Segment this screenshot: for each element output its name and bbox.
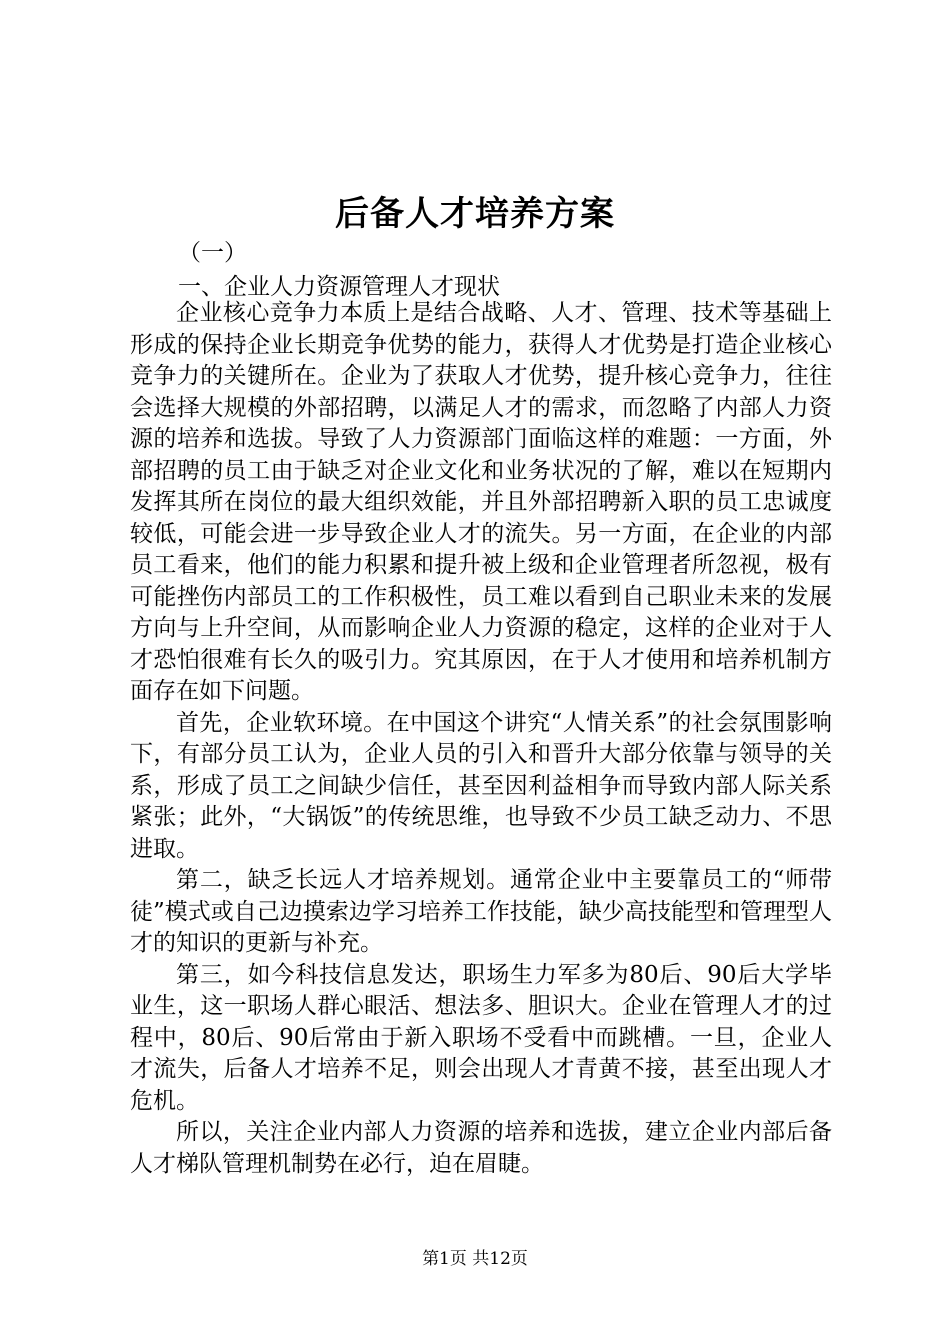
body-paragraph: 所以，关注企业内部人力资源的培养和选拔，建立企业内部后备人才梯队管理机制势在必行，迫在眉睫。 [130,1119,832,1177]
document-title: 后备人才培养方案 [335,194,615,234]
document-body [130,298,832,1180]
page-footer: 第1页 共12页 [422,1249,528,1269]
section-subtitle: （一） [178,240,247,266]
body-paragraph: 第三，如今科技信息发达，职场生力军多为80后、90后大学毕业生，这一职场人群心眼活、想法多、胆识大。企业在管理人才的过程中，80后、90后常由于新入职场不受看中而跳槽。一旦，企业人才流失，后备人才培养不足，则会出现人才青黄不接，甚至出现人才危机。 [130,961,832,1114]
section-heading: 一、企业人力资源管理人才现状 [178,274,500,300]
body-paragraph: 首先，企业软环境。在中国这个讲究“人情关系”的社会氛围影响下，有部分员工认为，企业人员的引入和晋升大部分依靠与领导的关系，形成了员工之间缺少信任，甚至因利益相争而导致内部人际关系紧张；此外，“大锅饭”的传统思维，也导致不少员工缺乏动力、不思进取。 [130,709,832,862]
body-paragraph: 企业核心竞争力本质上是结合战略、人才、管理、技术等基础上形成的保持企业长期竞争优势的能力，获得人才优势是打造企业核心竞争力的关键所在。企业为了获取人才优势，提升核心竞争力，往往会选择大规模的外部招聘，以满足人才的需求，而忽略了内部人力资源的培养和选拔。导致了人力资源部门面临这样的难题：一方面，外部招聘的员工由于缺乏对企业文化和业务状况的了解，难以在短期内发挥其所在岗位的最大组织效能，并且外部招聘新入职的员工忠诚度较低，可能会进一步导致企业人才的流失。另一方面，在企业的内部员工看来，他们的能力积累和提升被上级和企业管理者所忽视，极有可能挫伤内部员工的工作积极性，员工难以看到自己职业未来的发展方向与上升空间，从而影响企业人力资源的稳定，这样的企业对于人才恐怕很难有长久的吸引力。究其原因，在于人才使用和培养机制方面存在如下问题。 [130,300,832,704]
body-paragraph: 第二，缺乏长远人才培养规划。通常企业中主要靠员工的“师带徒”模式或自己边摸索边学习培养工作技能，缺少高技能型和管理型人才的知识的更新与补充。 [130,867,832,956]
